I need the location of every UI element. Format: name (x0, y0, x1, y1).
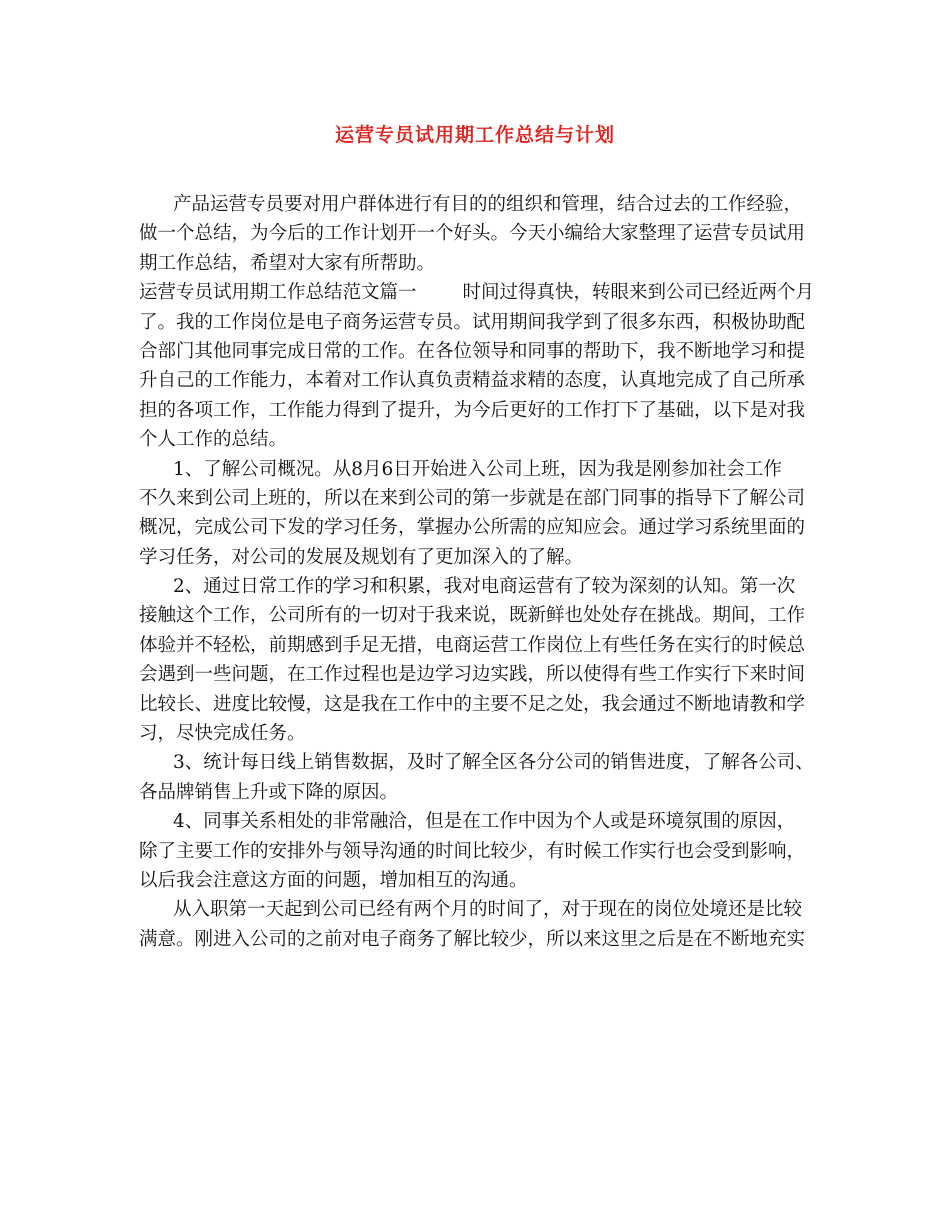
text-line: 合部门其他同事完成日常的工作。在各位领导和同事的帮助下，我不断地学习和提 (139, 340, 806, 362)
text-line: 除了主要工作的安排外与领导沟通的时间比较少，有时候工作实行也会受到影响， (139, 840, 806, 862)
text-line: 不久来到公司上班的，所以在来到公司的第一步就是在部门同事的指导下了解公司 (139, 487, 806, 509)
text-line: 概况，完成公司下发的学习任务，掌握办公所需的应知应会。通过学习系统里面的 (139, 517, 806, 539)
text-line: 各品牌销售上升或下降的原因。 (139, 781, 399, 803)
text-line: 产品运营专员要对用户群体进行有目的的组织和管理，结合过去的工作经验， (173, 194, 803, 215)
text-line: 做一个总结，为今后的工作计划开一个好头。今天小编给大家整理了运营专员试用 (139, 223, 806, 245)
text-line: 升自己的工作能力，本着对工作认真负责精益求精的态度，认真地完成了自己所承 (139, 370, 806, 392)
text-line: 4、同事关系相处的非常融洽，但是在工作中因为个人或是环境氛围的原因， (173, 811, 796, 833)
text-line: 比较长、进度比较慢，这是我在工作中的主要不足之处，我会通过不断地请教和学 (139, 693, 806, 715)
text-line-segment: 时间过得真快，转眼来到公司已经近两个月 (462, 282, 815, 304)
text-line: 会遇到一些问题，在工作过程也是边学习边实践，所以使得有些工作实行下来时间 (139, 664, 806, 686)
text-line: 担的各项工作，工作能力得到了提升，为今后更好的工作打下了基础，以下是对我 (139, 399, 806, 421)
text-line: 3、统计每日线上销售数据，及时了解全区各分公司的销售进度，了解各公司、 (173, 752, 814, 774)
section-heading-line (139, 278, 829, 307)
text-line: 习，尽快完成任务。 (139, 723, 306, 745)
text-line: 了。我的工作岗位是电子商务运营专员。试用期间我学到了很多东西，积极协助配 (139, 311, 806, 333)
text-line: 接触这个工作，公司所有的一切对于我来说，既新鲜也处处存在挑战。期间，工作 (139, 605, 806, 627)
text-line: 从入职第一天起到公司已经有两个月的时间了，对于现在的岗位处境还是比较 (173, 899, 803, 921)
document-title: 运营专员试用期工作总结与计划 (334, 124, 615, 146)
text-line: 学习任务，对公司的发展及规划有了更加深入的了解。 (139, 546, 584, 568)
document-body (139, 190, 829, 954)
text-line: 2、通过日常工作的学习和积累，我对电商运营有了较为深刻的认知。第一次 (173, 576, 796, 598)
text-line: 满意。刚进入公司的之前对电子商务了解比较少，所以来这里之后是在不断地充实 (139, 928, 806, 950)
text-line: 期工作总结，希望对大家有所帮助。 (139, 252, 436, 274)
text-line: 个人工作的总结。 (139, 429, 288, 451)
section-heading: 运营专员试用期工作总结范文篇一 (139, 282, 417, 304)
text-line: 1、了解公司概况。从8月6日开始进入公司上班，因为我是刚参加社会工作 (173, 458, 782, 480)
text-line: 体验并不轻松，前期感到手足无措，电商运营工作岗位上有些任务在实行的时候总 (139, 634, 806, 656)
text-line: 以后我会注意这方面的问题，增加相互的沟通。 (139, 869, 528, 891)
